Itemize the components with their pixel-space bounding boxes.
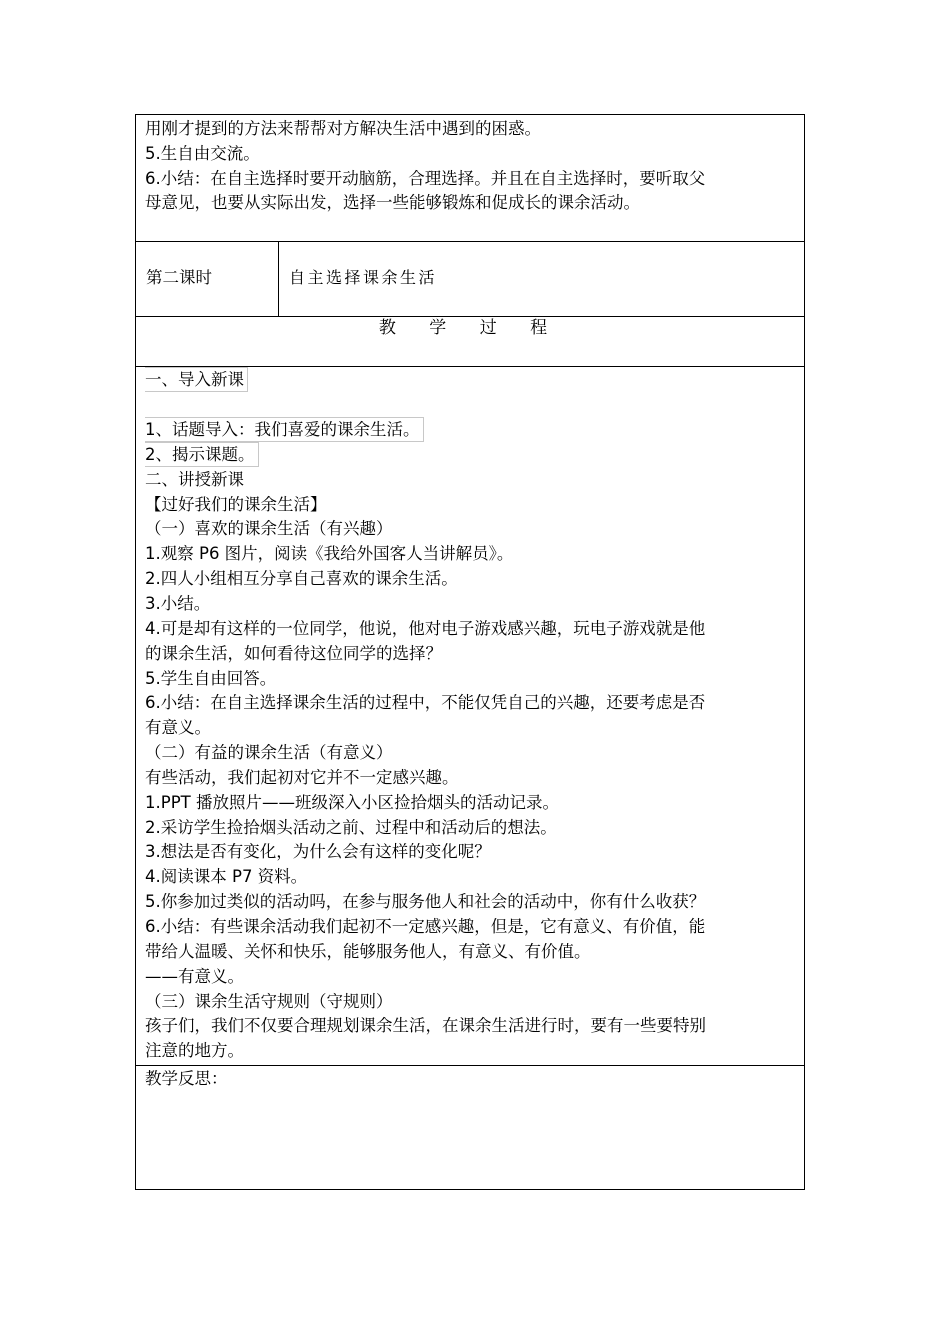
body-line: 1.观察 P6 图片，阅读《我给外国客人当讲解员》。 [145,544,514,563]
body-line: 有些活动，我们起初对它并不一定感兴趣。 [145,768,459,787]
intro-item-1 [145,417,424,442]
lesson-plan-table [135,114,805,1190]
top-line-4: 母意见，也要从实际出发，选择一些能够锻炼和促成长的课余活动。 [145,193,640,212]
body-line: （一）喜欢的课余生活（有兴趣） [145,519,393,538]
body-line: ——有意义。 [145,967,244,986]
intro-item-1-text: 1、话题导入：我们喜爱的课余生活。 [145,417,424,442]
body-line: 孩子们，我们不仅要合理规划课余生活，在课余生活进行时，要有一些要特别 [145,1016,706,1035]
process-title: 教 学 过 程 [378,318,562,338]
body-line: 4.可是却有这样的一位同学，他说，他对电子游戏感兴趣，玩电子游戏就是他 [145,619,706,638]
body-line: 3.想法是否有变化，为什么会有这样的变化呢？ [145,842,491,861]
lesson-label: 第二课时 [146,268,212,287]
body-line: 2.采访学生捡拾烟头活动之前、过程中和活动后的想法。 [145,818,557,837]
body-line: 5.学生自由回答。 [145,669,277,688]
row-divider [136,241,804,242]
body-line: 有意义。 [145,718,211,737]
heading-introduce-text: 一、导入新课 [145,367,248,392]
lesson-title: 自主选择课余生活 [289,268,438,287]
body-line: 注意的地方。 [145,1041,244,1060]
body-line: 带给人温暖、关怀和快乐，能够服务他人，有意义、有价值。 [145,942,591,961]
body-line: 6.小结：在自主选择课余生活的过程中，不能仅凭自己的兴趣，还要考虑是否 [145,693,706,712]
intro-item-2 [145,442,259,467]
body-line: 6.小结：有些课余活动我们起初不一定感兴趣，但是，它有意义、有价值，能 [145,917,706,936]
top-line-1: 用刚才提到的方法来帮帮对方解决生活中遇到的困惑。 [145,119,541,138]
heading-introduce [145,367,248,392]
body-line: 5.你参加过类似的活动吗，在参与服务他人和社会的活动中，你有什么收获？ [145,892,706,911]
body-line: 二、讲授新课 [145,470,244,489]
body-line: 的课余生活，如何看待这位同学的选择？ [145,644,442,663]
body-line: 【过好我们的课余生活】 [145,495,327,514]
body-line: （二）有益的课余生活（有意义） [145,743,393,762]
column-divider [278,241,279,316]
reflection-label: 教学反思： [145,1069,228,1088]
body-line: 1.PPT 播放照片——班级深入小区捡拾烟头的活动记录。 [145,793,559,812]
body-line: 4.阅读课本 P7 资料。 [145,867,308,886]
body-line: （三）课余生活守规则（守规则） [145,992,393,1011]
top-line-2: 5.生自由交流。 [145,144,260,163]
body-line: 3.小结。 [145,594,211,613]
body-line: 2.四人小组相互分享自己喜欢的课余生活。 [145,569,458,588]
intro-item-2-text: 2、揭示课题。 [145,442,259,467]
row-divider [136,1065,804,1066]
top-line-3: 6.小结：在自主选择时要开动脑筋，合理选择。并且在自主选择时，要听取父 [145,169,706,188]
